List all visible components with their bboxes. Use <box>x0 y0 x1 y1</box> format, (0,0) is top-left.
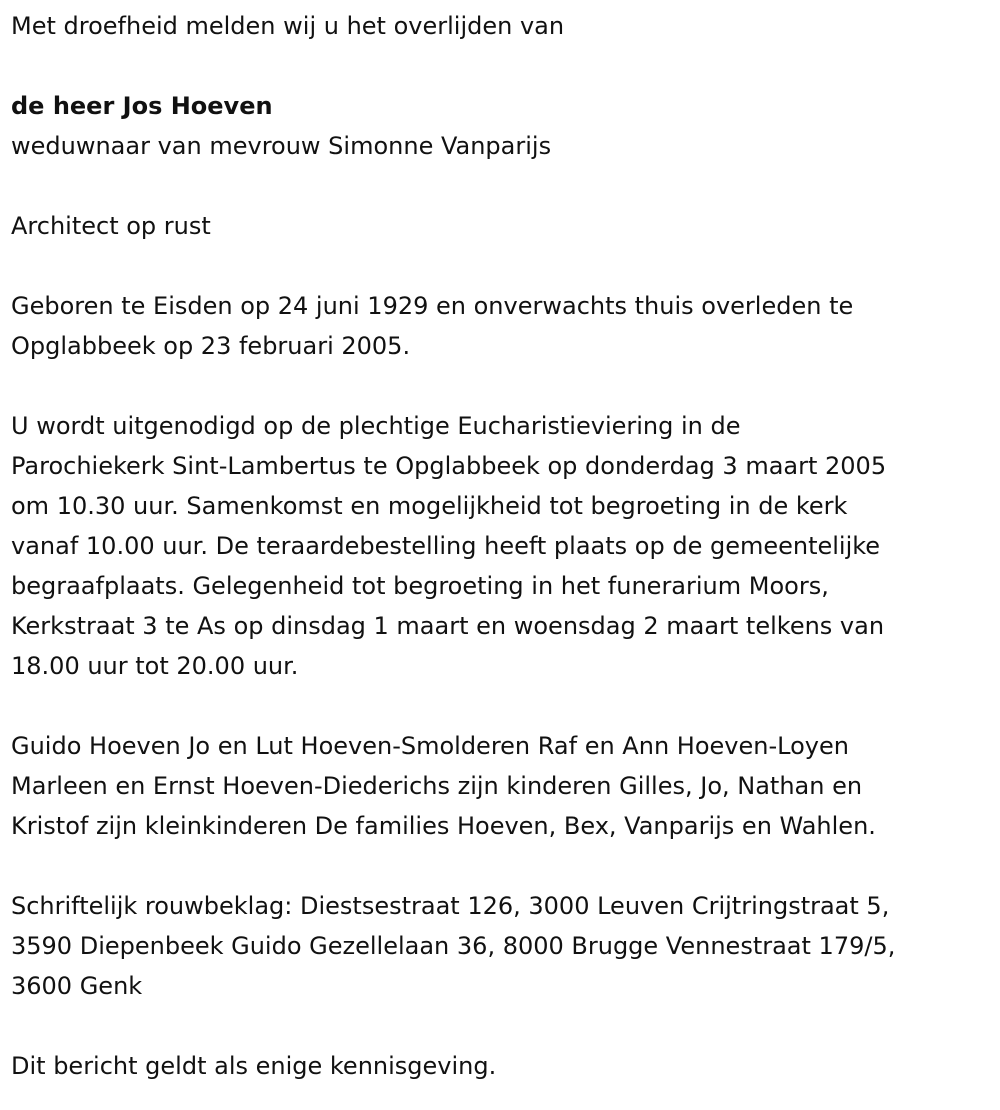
family-paragraph: Guido Hoeven Jo en Lut Hoeven-Smolderen Raf en Ann Hoeven-Loyen Marleen en Ernst Hoeven-Diederichs zijn kinderen Gilles, Jo, Nathan en Kristof zijn kleinkinderen De families Hoeven, Bex, Vanparijs en Wahlen. <box>11 732 876 840</box>
deceased-name: de heer Jos Hoeven <box>11 92 273 120</box>
spacer <box>11 166 990 206</box>
intro-text: Met droefheid melden wij u het overlijden van <box>11 12 565 40</box>
spacer <box>11 846 990 886</box>
ceremony-paragraph: U wordt uitgenodigd op de plechtige Eucharistieviering in de Parochiekerk Sint-Lambertus te Opglabbeek op donderdag 3 maart 2005 om 10.30 uur. Samenkomst en mogelijkheid tot begroeting in de kerk vanaf 10.00 uur. De teraardebestelling heeft plaats op de gemeentelijke begraafplaats. Gelegenheid tot begroeting in het funerarium Moors, Kerkstraat 3 te As op dinsdag 1 maart en woensdag 2 maart telkens van 18.00 uur tot 20.00 uur. <box>11 412 887 680</box>
spacer <box>11 1006 990 1046</box>
profession-text: Architect op rust <box>11 212 211 240</box>
spacer <box>11 366 990 406</box>
spacer <box>11 246 990 286</box>
relation-text: weduwnaar van mevrouw Simonne Vanparijs <box>11 132 552 160</box>
closing-text: Dit bericht geldt als enige kennisgeving. <box>11 1052 497 1080</box>
birth-death-paragraph: Geboren te Eisden op 24 juni 1929 en onverwachts thuis overleden te Opglabbeek op 23 februari 2005. <box>11 292 854 360</box>
spacer <box>11 686 990 726</box>
condolences-paragraph: Schriftelijk rouwbeklag: Diestsestraat 126, 3000 Leuven Crijtringstraat 5, 3590 Diepenbeek Guido Gezellelaan 36, 8000 Brugge Vennestraat 179/5, 3600 Genk <box>11 892 896 1000</box>
spacer <box>11 46 990 86</box>
